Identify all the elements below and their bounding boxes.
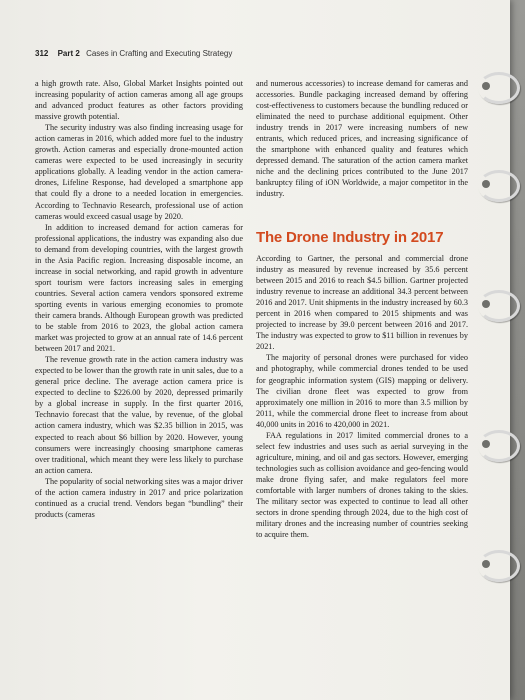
- page-number: 312: [35, 49, 49, 58]
- chapter-title: Cases in Crafting and Executing Strategy: [86, 49, 233, 58]
- paragraph: The majority of personal drones were purchased for video and photography, while commercial drones tended to be used for geographic information system (GIS) mapping or delivery. The civilian drone fleet was expected to grow from approximately one million in 2016 to more than 3.5 million by 2011, while the commercial drone fleet to increase from about 40,000 units in 2016 to 420,000 in 2021.: [256, 353, 468, 429]
- paragraph: According to Gartner, the personal and commercial drone industry as measured by revenue increased by 35.6 percent between 2015 and 2016 to reach $4.5 billion. Gartner projected industry revenue to increase an additional 34.3 percent between 2016 and 2017. Unit shipments in the industry increased by 60.3 percent in 2016 when compared to 2015 shipments and was projected to increase by 39.0 percent between 2016 and 2017. The industry was expected to grow to $11 billion in revenues by 2021.: [256, 254, 468, 352]
- section-heading: The Drone Industry in 2017: [256, 229, 444, 246]
- paragraph: The popularity of social networking sites was a major driver of the action camera industry in 2017 and price polarization continued as a crucial trend. Vendors began “bundling” their products (cameras: [35, 476, 243, 519]
- binder-ring: [478, 430, 520, 462]
- running-header: [35, 49, 232, 58]
- part-label: Part 2: [57, 49, 80, 58]
- paragraph: The security industry was also finding increasing usage for action cameras in 2016, which added more fuel to the industry growth. Action cameras and especially drone-mounted action cameras were expected to be used increasingly in security applications globally. A leading vendor in the action camera-drones, Lifeline Response, had developed a smartphone app that could fly a drone to a needed location in emergencies. According to Technavio Research, professional use of action cameras would exceed casual usage by 2020.: [35, 123, 243, 221]
- binder-ring: [478, 290, 520, 322]
- binder-ring: [478, 170, 520, 202]
- binder-ring: [478, 550, 520, 582]
- binder-rings: [478, 0, 525, 700]
- paragraph: a high growth rate. Also, Global Market Insights pointed out increasing popularity of action cameras among all age groups and advanced product features as other factors providing massive growth potential.: [35, 79, 243, 122]
- right-column: [256, 78, 468, 540]
- paragraph: In addition to increased demand for action cameras for professional applications, the industry was expanding also due to demand from developing countries, with the largest growth in the Asia Pacific region. Increasing disposable income, an increase in social networking, and rapid growth in adventure sport tourism were factors increasing sales in emerging countries. Several action camera vendors sponsored extreme sporting events in various emerging economies to promote their camera brands. Although European growth was predicted to be stable from 2016 to 2023, the global action camera market was projected to grow at an annual rate of 14.6 percent between 2017 and 2021.: [35, 222, 243, 354]
- paragraph: and numerous accessories) to increase demand for cameras and accessories. Bundle packaging increased demand by offering cost-effectiveness to customers because the bundling reduced or eliminated the need to purchase additional equipment. Other industry trends in 2017 were increasing numbers of new entrants, which reduced prices, and increasing significance of the smartphone with enhanced quality and features which depressed demand. The saturation of the action camera market niche and the declining prices contributed to the June 2017 bankruptcy filing of iON Worldwide, a major competitor in the industry.: [256, 79, 468, 199]
- paragraph: The revenue growth rate in the action camera industry was expected to be lower than the growth rate in unit sales, due to a general price decline. The average action camera price is expected to decline to $226.00 by 2020, depressed primarily by a global increase in supply. In the first quarter 2016, Technavio forecast that the value, by revenue, of the global action camera industry, which was $2.35 billion in 2015, was expected to reach about $6 billion by 2020. However, young consumers were increasingly choosing smartphone cameras over traditional, which meant they were less likely to purchase an action camera.: [35, 355, 243, 475]
- binder-ring: [478, 72, 520, 104]
- right-column-top: [256, 78, 468, 221]
- paragraph: FAA regulations in 2017 limited commercial drones to a select few industries and uses such as aerial surveying in the agriculture, mining, and oil and gas sectors. However, emerging technologies such as collision avoidance and geo-fencing would make drone flying safer, and make regulators feel more comfortable with larger numbers of drones taking to the skies. The military sector was expected to continue to lead all other sectors in drone spending through 2024, due to the high cost of military drones and the increasing number of countries seeking to acquire them.: [256, 430, 468, 540]
- left-column: [35, 78, 243, 520]
